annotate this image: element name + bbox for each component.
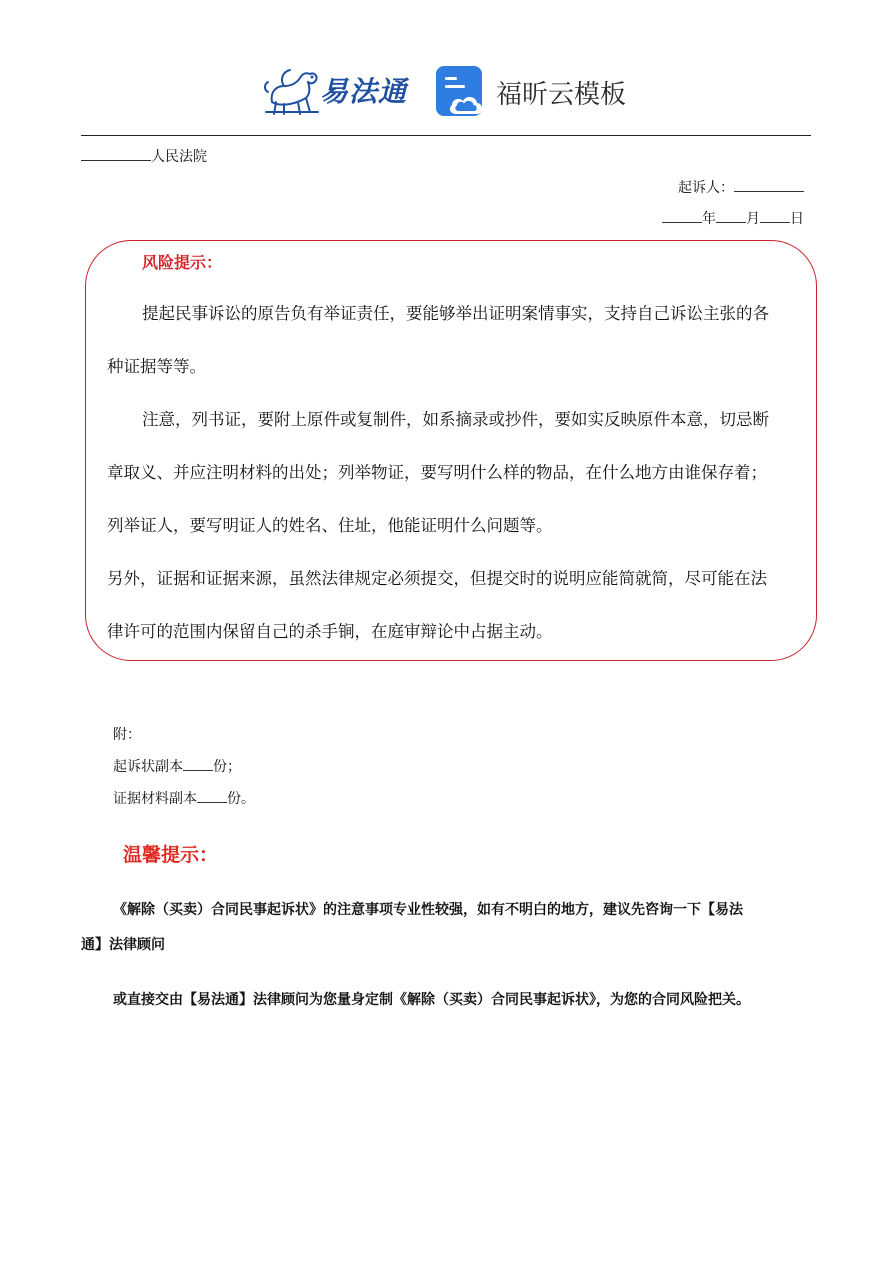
plaintiff-blank[interactable]: [734, 177, 804, 192]
risk-line-5: 列举证人，要写明证人的姓名、住址，他能证明什么问题等。: [107, 516, 553, 535]
warm-tips-line-2: 通】法律顾问: [81, 937, 165, 953]
warm-tips-title: 温馨提示：: [123, 844, 219, 866]
yifatong-logo: [262, 62, 412, 118]
qilin-icon: [262, 62, 322, 118]
warm-tips-line-1: 《解除（买卖）合同民事起诉状》的注意事项专业性较强，如有不明白的地方，建议先咨询一下【易法: [113, 902, 743, 918]
attachments-heading: 附：: [113, 727, 141, 743]
attachment-item-1-prefix: 起诉状副本: [113, 759, 183, 775]
day-label: 日: [790, 211, 804, 227]
risk-line-4: 章取义、并应注明材料的出处；列举物证，要写明什么样的物品，在什么地方由谁保存着；: [107, 463, 767, 482]
attachment-item-2-prefix: 证据材料副本: [113, 791, 197, 807]
header-divider: [81, 135, 811, 136]
court-line: [81, 146, 207, 166]
fuxin-logo-text: 福昕云模板: [496, 80, 627, 110]
court-suffix: 人民法院: [151, 149, 207, 165]
year-label: 年: [702, 211, 716, 227]
attachment-item-1: [113, 756, 241, 776]
attachment-item-1-suffix: 份；: [213, 759, 241, 775]
year-blank[interactable]: [662, 208, 702, 223]
plaintiff-label: 起诉人：: [678, 180, 734, 196]
month-blank[interactable]: [716, 208, 746, 223]
yifatong-logo-text: 易法通: [320, 75, 408, 108]
cloud-template-icon: [436, 66, 488, 118]
risk-line-2: 种证据等等。: [107, 357, 206, 376]
risk-line-7: 律许可的范围内保留自己的杀手锏，在庭审辩论中占据主动。: [107, 622, 553, 641]
plaintiff-line: [678, 177, 804, 197]
risk-line-3: 注意，列书证，要附上原件或复制件，如系摘录或抄件，要如实反映原件本意，切忌断: [142, 410, 769, 429]
attachment-item-2-suffix: 份。: [227, 791, 255, 807]
page-header: [0, 0, 893, 135]
attachment-item-2: [113, 788, 255, 808]
attachment-item-2-count-blank[interactable]: [197, 788, 227, 803]
month-label: 月: [746, 211, 760, 227]
date-line: [662, 208, 804, 228]
day-blank[interactable]: [760, 208, 790, 223]
court-name-blank[interactable]: [81, 146, 151, 161]
fuxin-logo: [436, 66, 636, 118]
warm-tips-line-3: 或直接交由【易法通】法律顾问为您量身定制《解除（买卖）合同民事起诉状》，为您的合同风险把关。: [113, 992, 750, 1008]
risk-line-1: 提起民事诉讼的原告负有举证责任，要能够举出证明案情事实，支持自己诉讼主张的各: [142, 304, 769, 323]
attachment-item-1-count-blank[interactable]: [183, 756, 213, 771]
risk-line-6: 另外，证据和证据来源，虽然法律规定必须提交，但提交时的说明应能简就简，尽可能在法: [107, 569, 767, 588]
risk-notice-title: 风险提示：: [142, 253, 223, 272]
